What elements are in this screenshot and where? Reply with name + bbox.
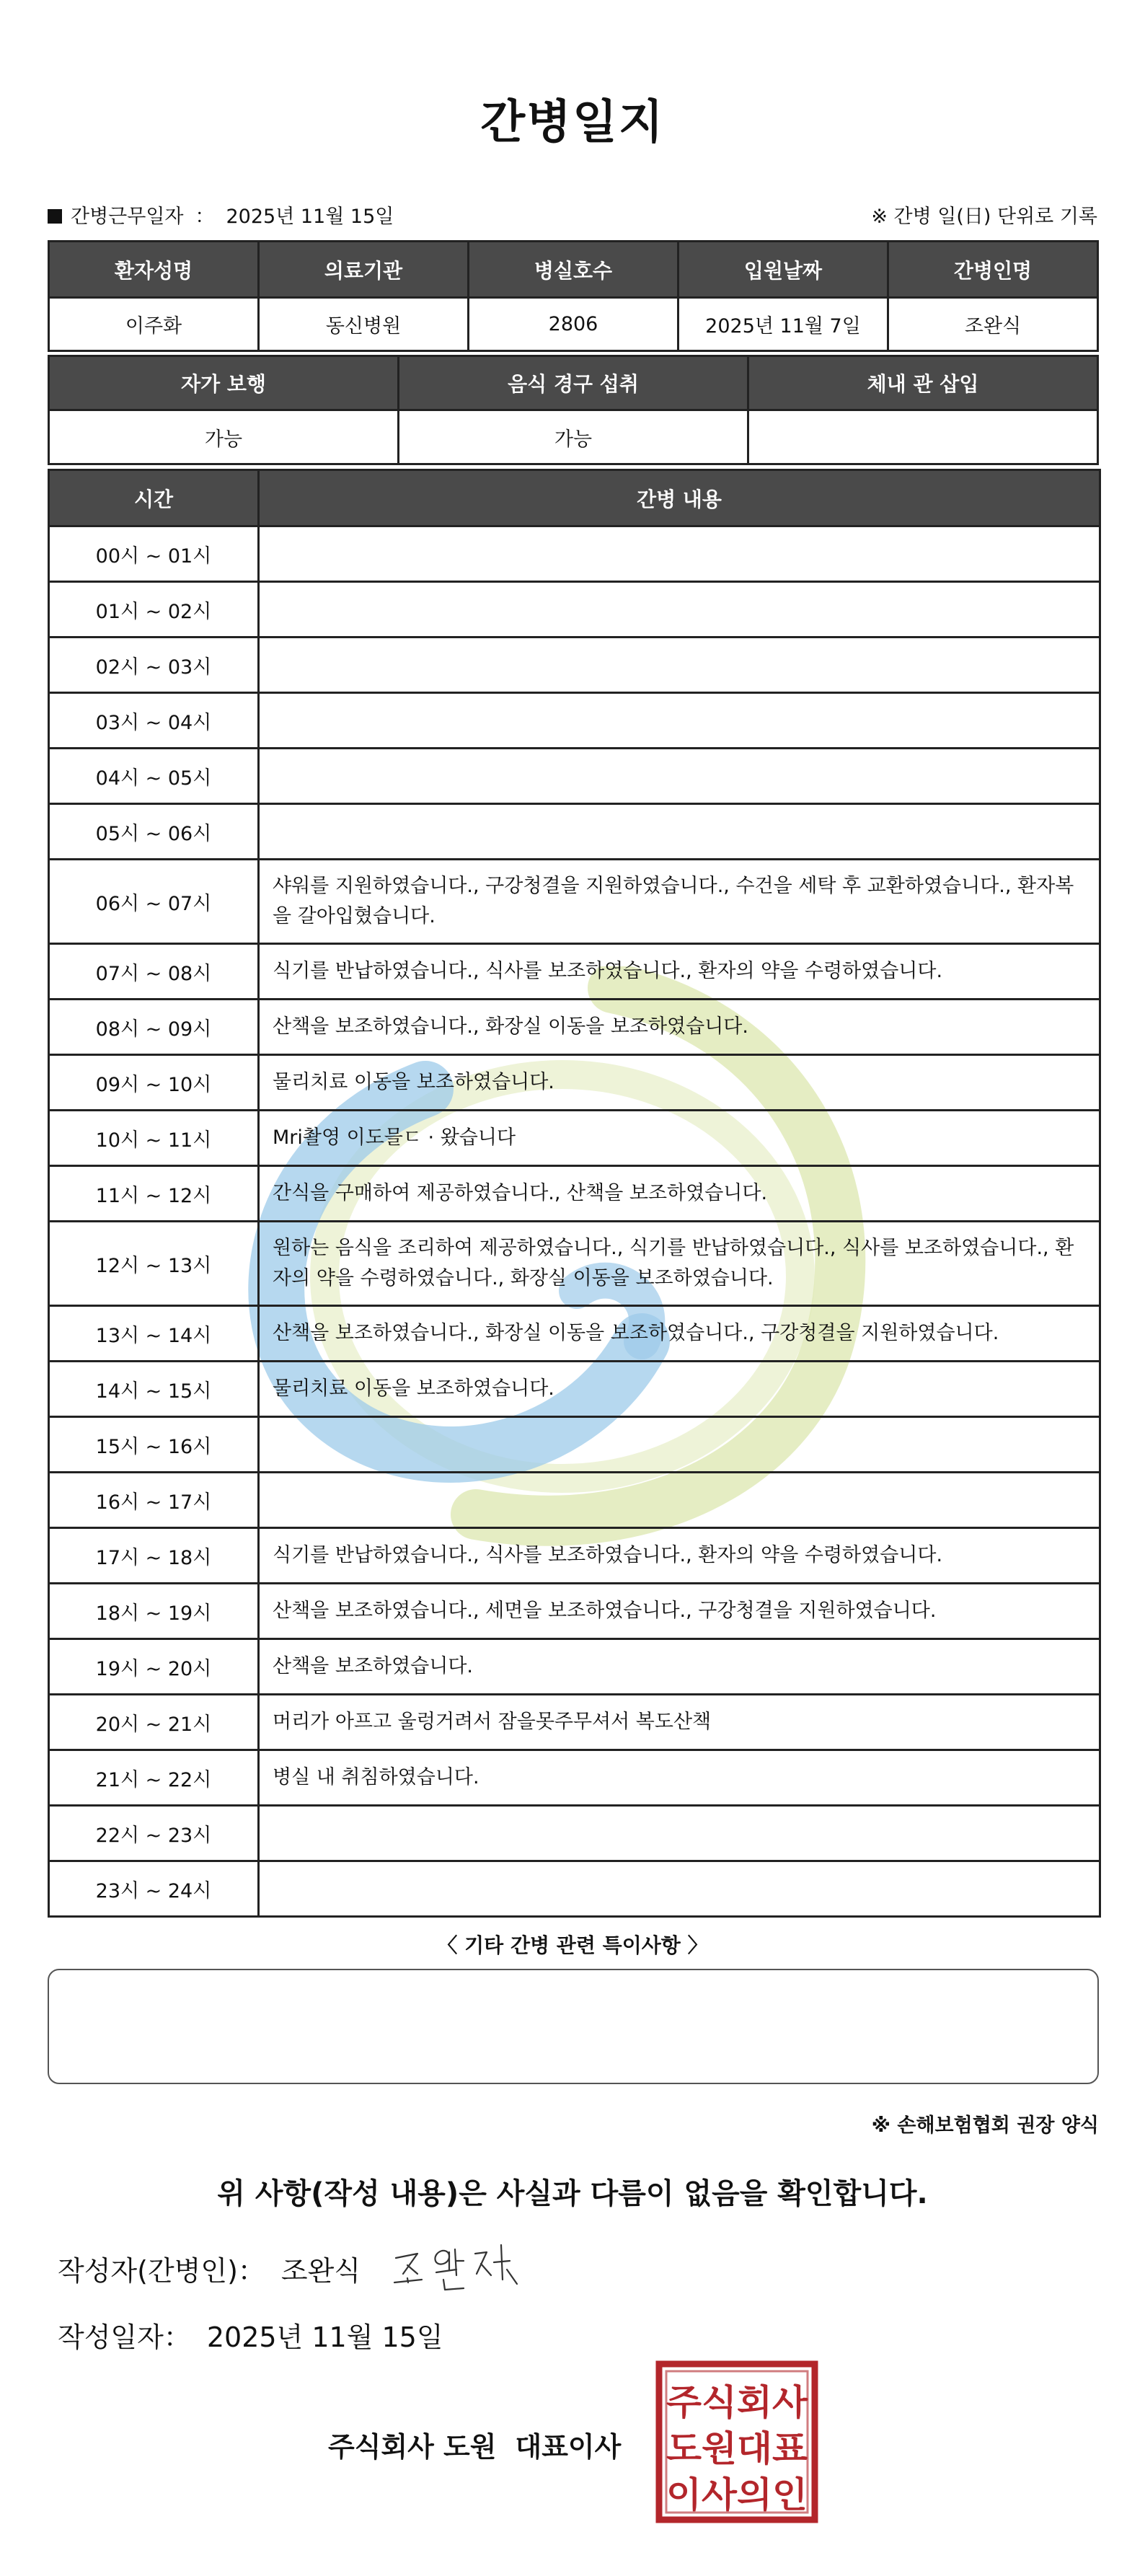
table-row bbox=[49, 1584, 1100, 1639]
table-row bbox=[49, 1695, 1100, 1750]
care-log-table bbox=[48, 469, 1101, 1918]
handwritten-signature bbox=[386, 2232, 530, 2297]
time-cell: 08시 ~ 09시 bbox=[49, 1000, 259, 1055]
table-row bbox=[49, 1806, 1100, 1861]
time-cell: 23시 ~ 24시 bbox=[49, 1861, 259, 1917]
writer-name: 조완식 bbox=[280, 2255, 361, 2287]
room-number: 2806 bbox=[469, 298, 678, 351]
table-row bbox=[49, 1055, 1100, 1111]
seal-line: 도원대표 bbox=[666, 2428, 808, 2469]
tube-insertion bbox=[748, 410, 1098, 464]
header-hospital: 의료기관 bbox=[259, 242, 469, 298]
table-row bbox=[49, 749, 1100, 804]
time-cell: 13시 ~ 14시 bbox=[49, 1306, 259, 1362]
table-row bbox=[49, 1528, 1100, 1584]
record-unit-note: ※ 간병 일(日) 단위로 기록 bbox=[871, 206, 1097, 228]
time-cell: 14시 ~ 15시 bbox=[49, 1362, 259, 1417]
time-cell: 22시 ~ 23시 bbox=[49, 1806, 259, 1861]
company-seal-stamp bbox=[655, 2360, 819, 2524]
header-time: 시간 bbox=[49, 470, 259, 526]
time-cell: 18시 ~ 19시 bbox=[49, 1584, 259, 1639]
table-row bbox=[49, 638, 1100, 693]
square-bullet-icon bbox=[48, 209, 62, 224]
table-row bbox=[49, 526, 1100, 582]
table-row bbox=[49, 1639, 1100, 1695]
time-cell: 21시 ~ 22시 bbox=[49, 1750, 259, 1806]
content-cell bbox=[259, 1417, 1100, 1473]
table-row bbox=[49, 1306, 1100, 1362]
table-row bbox=[49, 1000, 1100, 1055]
seal-line: 이사의인 bbox=[666, 2474, 808, 2515]
header-self-walking: 자가 보행 bbox=[49, 356, 399, 410]
content-cell: 산책을 보조하였습니다., 화장실 이동을 보조하였습니다. bbox=[259, 1000, 1100, 1055]
time-cell: 16시 ~ 17시 bbox=[49, 1473, 259, 1528]
header-room-number: 병실호수 bbox=[469, 242, 678, 298]
time-cell: 12시 ~ 13시 bbox=[49, 1222, 259, 1306]
table-row bbox=[49, 804, 1100, 860]
hospital: 동신병원 bbox=[259, 298, 469, 351]
header-oral-intake: 음식 경구 섭취 bbox=[399, 356, 748, 410]
content-cell: 간식을 구매하여 제공하였습니다., 산책을 보조하였습니다. bbox=[259, 1166, 1100, 1222]
time-cell: 19시 ~ 20시 bbox=[49, 1639, 259, 1695]
colon: ： bbox=[195, 206, 215, 228]
confirmation-statement: 위 사항(작성 내용)은 사실과 다름이 없음을 확인합니다. bbox=[217, 2177, 928, 2210]
time-cell: 00시 ~ 01시 bbox=[49, 526, 259, 582]
table-row bbox=[49, 1861, 1100, 1917]
time-cell: 15시 ~ 16시 bbox=[49, 1417, 259, 1473]
header-patient-name: 환자성명 bbox=[49, 242, 259, 298]
content-cell: 머리가 아프고 울렁거려서 잠을못주무셔서 복도산책 bbox=[259, 1695, 1100, 1750]
oral-intake: 가능 bbox=[399, 410, 748, 464]
work-date-label: 간병근무일자 bbox=[71, 206, 184, 228]
time-cell: 07시 ~ 08시 bbox=[49, 944, 259, 1000]
work-date-line bbox=[48, 200, 394, 229]
content-cell: 식기를 반납하였습니다., 식사를 보조하였습니다., 환자의 약을 수령하였습니다. bbox=[259, 1528, 1100, 1584]
written-date-value: 2025년 11월 15일 bbox=[206, 2321, 443, 2353]
time-cell: 03시 ~ 04시 bbox=[49, 693, 259, 749]
time-cell: 17시 ~ 18시 bbox=[49, 1528, 259, 1584]
patient-status-table bbox=[48, 355, 1099, 465]
admission-date: 2025년 11월 7일 bbox=[678, 298, 888, 351]
writer-label: 작성자(간병인)： bbox=[58, 2255, 265, 2287]
table-row bbox=[49, 944, 1100, 1000]
time-cell: 01시 ~ 02시 bbox=[49, 582, 259, 638]
table-row bbox=[49, 1222, 1100, 1306]
content-cell: 병실 내 취침하였습니다. bbox=[259, 1750, 1100, 1806]
content-cell bbox=[259, 582, 1100, 638]
content-cell: 물리치료 이동을 보조하였습니다. bbox=[259, 1055, 1100, 1111]
content-cell: 산책을 보조하였습니다. bbox=[259, 1639, 1100, 1695]
special-notes-box bbox=[48, 1969, 1099, 2084]
content-cell: 샤워를 지원하였습니다., 구강청결을 지원하였습니다., 수건을 세탁 후 교환하였습니다., 환자복을 갈아입혔습니다. bbox=[259, 860, 1100, 944]
content-cell bbox=[259, 1806, 1100, 1861]
header-tube-insertion: 체내 관 삽입 bbox=[748, 356, 1098, 410]
page-title: 간병일지 bbox=[480, 96, 665, 149]
written-date-label: 작성일자： bbox=[58, 2321, 191, 2353]
content-cell bbox=[259, 1861, 1100, 1917]
time-cell: 11시 ~ 12시 bbox=[49, 1166, 259, 1222]
company-name: 주식회사 도원 bbox=[328, 2431, 497, 2463]
header-admission-date: 입원날짜 bbox=[678, 242, 888, 298]
content-cell bbox=[259, 693, 1100, 749]
representative-title: 대표이사 bbox=[515, 2431, 622, 2463]
writer-line bbox=[58, 2249, 361, 2288]
content-cell: 원하는 음식을 조리하여 제공하였습니다., 식기를 반납하였습니다., 식사를 보조하였습니다., 환자의 약을 수령하였습니다., 화장실 이동을 보조하였습니다. bbox=[259, 1222, 1100, 1306]
table-row bbox=[49, 1362, 1100, 1417]
special-notes-title: 〈 기타 간병 관련 특이사항 〉 bbox=[437, 1933, 708, 1957]
seal-line: 주식회사 bbox=[666, 2382, 808, 2423]
content-cell bbox=[259, 1473, 1100, 1528]
time-cell: 04시 ~ 05시 bbox=[49, 749, 259, 804]
content-cell: 산책을 보조하였습니다., 화장실 이동을 보조하였습니다., 구강청결을 지원하였습니다. bbox=[259, 1306, 1100, 1362]
company-line bbox=[328, 2425, 621, 2464]
table-row bbox=[49, 582, 1100, 638]
header-care-content: 간병 내용 bbox=[259, 470, 1100, 526]
table-row bbox=[49, 1166, 1100, 1222]
content-cell bbox=[259, 638, 1100, 693]
time-cell: 05시 ~ 06시 bbox=[49, 804, 259, 860]
content-cell: 물리치료 이동을 보조하였습니다. bbox=[259, 1362, 1100, 1417]
table-row bbox=[49, 860, 1100, 944]
time-cell: 02시 ~ 03시 bbox=[49, 638, 259, 693]
content-cell bbox=[259, 749, 1100, 804]
content-cell: 식기를 반납하였습니다., 식사를 보조하였습니다., 환자의 약을 수령하였습니다. bbox=[259, 944, 1100, 1000]
table-row bbox=[49, 1473, 1100, 1528]
header-caregiver-name: 간병인명 bbox=[888, 242, 1098, 298]
caregiver-name: 조완식 bbox=[888, 298, 1098, 351]
time-cell: 06시 ~ 07시 bbox=[49, 860, 259, 944]
content-cell: 산책을 보조하였습니다., 세면을 보조하였습니다., 구강청결을 지원하였습니다. bbox=[259, 1584, 1100, 1639]
time-cell: 20시 ~ 21시 bbox=[49, 1695, 259, 1750]
table-row bbox=[49, 1750, 1100, 1806]
written-date-line bbox=[58, 2315, 443, 2355]
patient-info-table bbox=[48, 240, 1099, 352]
work-date-value: 2025년 11월 15일 bbox=[226, 206, 394, 228]
time-cell: 10시 ~ 11시 bbox=[49, 1111, 259, 1166]
content-cell: Mri촬영 이도믈ㄷ · 왔습니다 bbox=[259, 1111, 1100, 1166]
patient-name: 이주화 bbox=[49, 298, 259, 351]
table-row bbox=[49, 693, 1100, 749]
table-row bbox=[49, 1111, 1100, 1166]
time-cell: 09시 ~ 10시 bbox=[49, 1055, 259, 1111]
recommended-form-note: ※ 손해보험협회 권장 양식 bbox=[871, 2114, 1099, 2137]
content-cell bbox=[259, 804, 1100, 860]
self-walking: 가능 bbox=[49, 410, 399, 464]
content-cell bbox=[259, 526, 1100, 582]
table-row bbox=[49, 1417, 1100, 1473]
